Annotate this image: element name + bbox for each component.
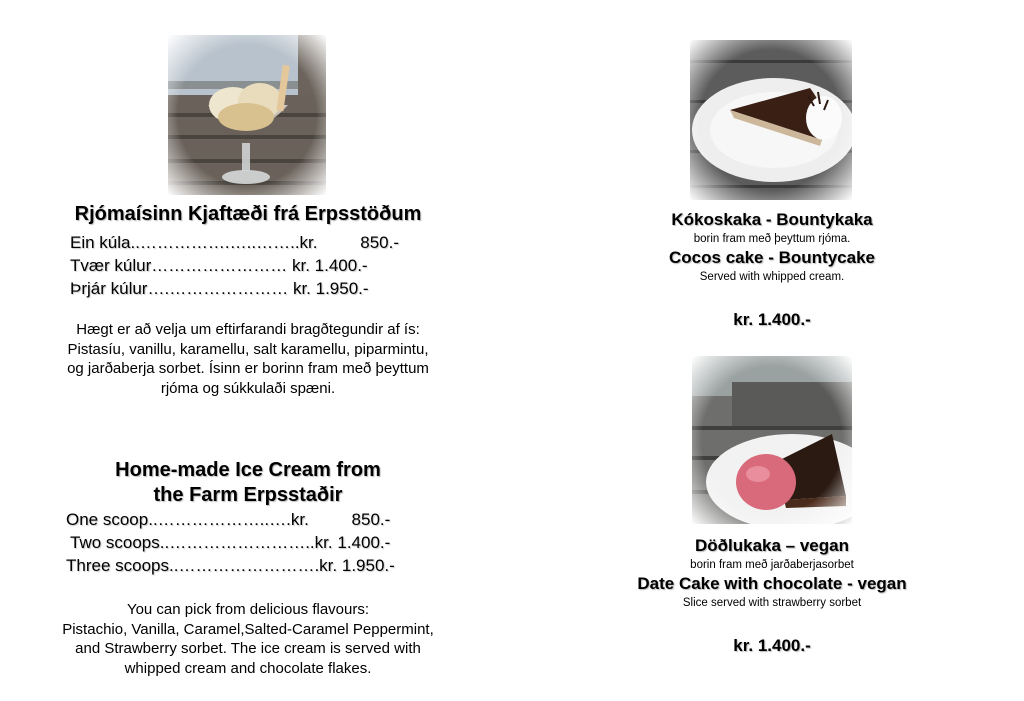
cake-column (520, 0, 1024, 701)
price-amount: 1.400.- (337, 533, 391, 552)
description-line: rjóma og súkkulaði spæni. (160, 379, 336, 397)
price-dots: ..………………..…. (148, 510, 291, 529)
coconut-cake-photo (690, 40, 852, 200)
price-label: One scoop (66, 510, 149, 529)
price-row-two-scoops (70, 533, 390, 553)
description-line: whipped cream and chocolate flakes. (124, 659, 372, 677)
icecream-column (0, 0, 500, 701)
price-label: Two scoops (70, 533, 160, 552)
english-description (0, 600, 496, 678)
description-line: Pistasíu, vanillu, karamellu, salt karamellu, piparmintu, (67, 340, 429, 358)
price-dots: ..…………………….. (159, 533, 315, 552)
price-row-taer-kulur (70, 256, 368, 276)
cake2-price: kr. 1.400.- (733, 636, 811, 655)
price-unit: kr. (319, 556, 338, 575)
cake2-title-en: Date Cake with chocolate - vegan (637, 574, 907, 593)
price-label: Þrjár kúlur (70, 279, 148, 298)
price-label: Tvær kúlur (70, 256, 152, 275)
description-line: og jarðaberja sorbet. Ísinn er borinn fram með þeyttum (67, 360, 429, 377)
description-line: Hægt er að velja um eftirfarandi bragðtegundir af ís: (76, 321, 420, 338)
description-line: You can pick from delicious flavours: (126, 601, 370, 618)
price-row-ein-kula (70, 233, 399, 253)
price-amount: 850.- (351, 510, 391, 529)
price-amount: 850.- (360, 233, 399, 252)
price-unit: kr. (290, 510, 309, 529)
price-unit: kr. (299, 233, 318, 252)
price-unit: kr. (314, 533, 333, 552)
icelandic-title: Rjómaísinn Kjaftæði frá Erpsstöðum (74, 203, 422, 225)
price-unit: kr. (291, 256, 310, 275)
english-title (0, 458, 496, 508)
price-amount: 1.950.- (341, 556, 395, 575)
price-dots: ….………………… (147, 279, 289, 298)
price-unit: kr. (292, 279, 311, 298)
price-amount: 1.950.- (315, 279, 369, 298)
description-line: Pistachio, Vanilla, Caramel,Salted-Caramel Peppermint, (62, 620, 434, 638)
price-label: Three scoops (66, 556, 169, 575)
icelandic-description (0, 320, 496, 398)
ice-cream-sundae-photo (168, 35, 326, 195)
price-row-one-scoop (66, 510, 390, 530)
cake1-title-is: Kókoskaka - Bountykaka (671, 210, 873, 229)
price-dots: …………………… (151, 256, 288, 275)
cake1-subtitle-en: Served with whipped cream. (699, 271, 845, 283)
cake2-title-is: Döðlukaka – vegan (694, 536, 849, 555)
price-amount: 1.400.- (314, 256, 368, 275)
english-title-line: the Farm Erpsstaðir (153, 484, 343, 506)
date-cake-photo (692, 356, 852, 524)
cake1-title-en: Cocos cake - Bountycake (669, 248, 875, 267)
price-dots: ..…………….…..…….. (130, 233, 300, 252)
price-dots: ..……………………. (169, 556, 320, 575)
description-line: and Strawberry sorbet. The ice cream is served with (75, 640, 421, 657)
cake2-subtitle-is: borin fram með jarðaberjasorbet (690, 559, 854, 571)
english-title-line: Home-made Ice Cream from (115, 459, 381, 481)
price-row-three-scoops (66, 556, 395, 576)
cake1-price: kr. 1.400.- (733, 310, 811, 329)
cake1-subtitle-is: borin fram með þeyttum rjóma. (693, 233, 851, 245)
cake2-subtitle-en: Slice served with strawberry sorbet (682, 597, 862, 609)
price-row-thrjar-kulur (70, 279, 369, 299)
price-label: Ein kúla (70, 233, 131, 252)
